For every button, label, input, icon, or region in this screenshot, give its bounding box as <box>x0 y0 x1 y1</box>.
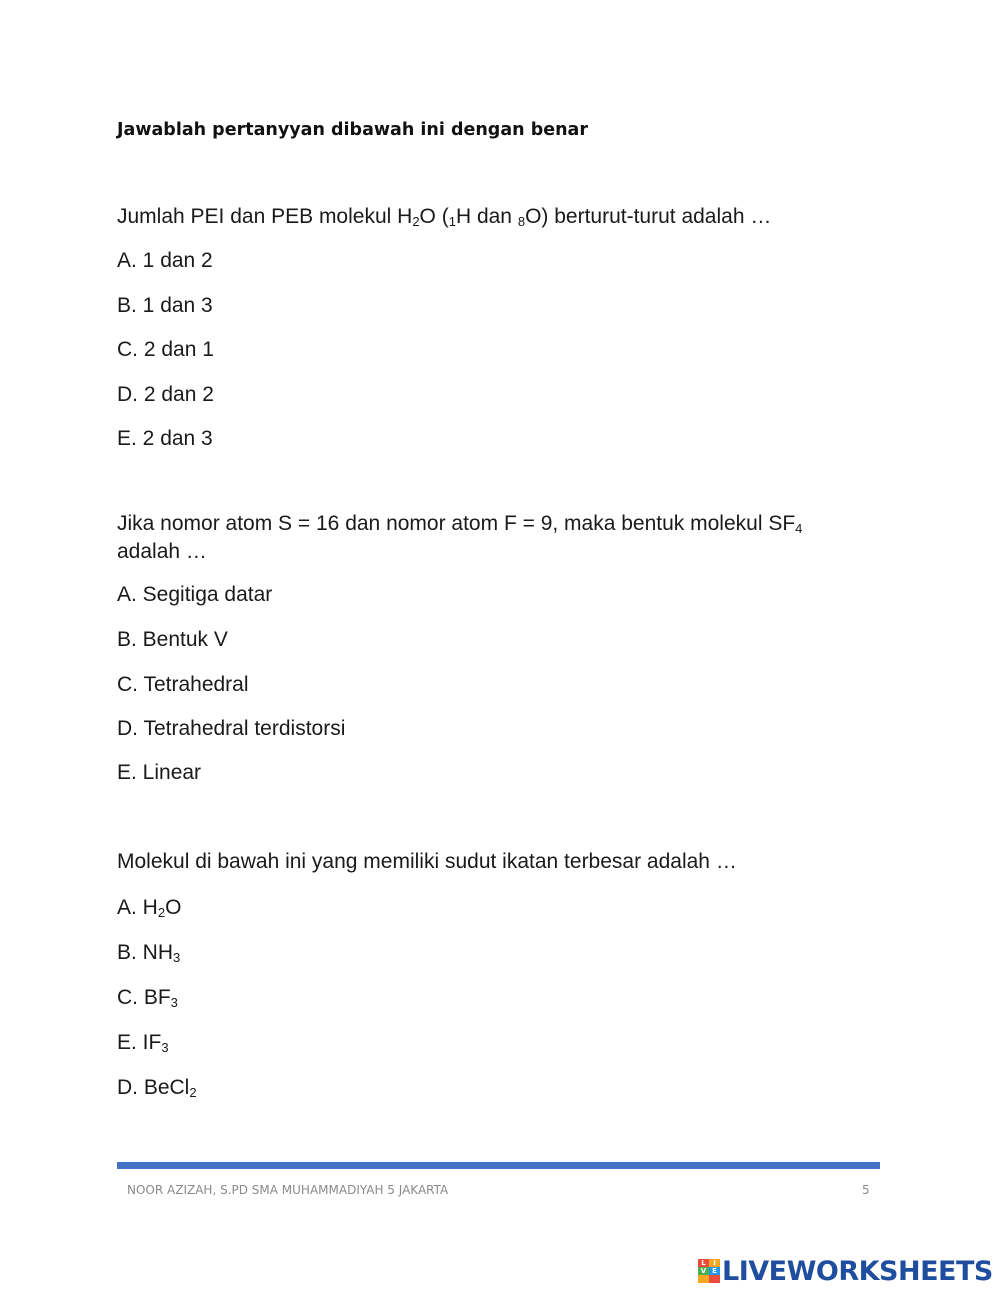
question-3-option-c: C. $BF_3$ <box>117 986 178 1010</box>
question-1-option-d: D. 2 dan 2 <box>117 383 214 406</box>
question-1-option-c: C. 2 dan 1 <box>117 338 214 361</box>
logo-letter-e: E <box>709 1267 720 1275</box>
logo-letter-l: L <box>698 1259 709 1267</box>
logo-letter-v: V <box>698 1267 709 1275</box>
logo-block <box>698 1275 709 1283</box>
liveworksheets-logo-icon <box>698 1259 720 1283</box>
question-2-option-c: C. Tetrahedral <box>117 673 249 696</box>
logo-letter-i: I <box>709 1259 720 1267</box>
question-1-option-b: B. 1 dan 3 <box>117 294 213 317</box>
footer-rule <box>117 1162 880 1169</box>
liveworksheets-brand[interactable] <box>698 1255 993 1287</box>
question-3-option-b: B. $NH_3$ <box>117 941 181 965</box>
question-3-text: Molekul di bawah ini yang memiliki sudut ikatan terbesar adalah … <box>117 850 737 873</box>
question-1-option-e: E. 2 dan 3 <box>117 427 213 450</box>
question-3-option-e: E. $IF_3$ <box>117 1031 169 1055</box>
question-2-option-e: E. Linear <box>117 761 202 784</box>
question-1-option-a: A. 1 dan 2 <box>117 249 213 272</box>
question-1-text: Jumlah PEI dan PEB molekul $H_2O$ ($_1H$ dan $_8$O) berturut-turut adalah … <box>117 205 772 229</box>
footer-author: NOOR AZIZAH, S.PD SMA MUHAMMADIYAH 5 JAKARTA <box>127 1183 449 1197</box>
page-number: 5 <box>862 1183 870 1197</box>
brand-name: LIVEWORKSHEETS <box>722 1255 993 1287</box>
question-2-text: Jika nomor atom S = 16 dan nomor atom F = 9, maka bentuk molekul $SF_4$ adalah … <box>117 512 803 563</box>
logo-block <box>709 1275 720 1283</box>
question-2-option-d: D. Tetrahedral terdistorsi <box>117 717 346 740</box>
question-2-option-b: B. Bentuk V <box>117 628 228 651</box>
question-2-option-a: A. Segitiga datar <box>117 583 273 606</box>
page-heading: Jawablah pertanyyan dibawah ini dengan benar <box>117 120 588 140</box>
question-3-option-d: D. BeCl$_2$ <box>117 1076 197 1100</box>
question-3-option-a: A. $H_2O$ <box>117 896 182 920</box>
